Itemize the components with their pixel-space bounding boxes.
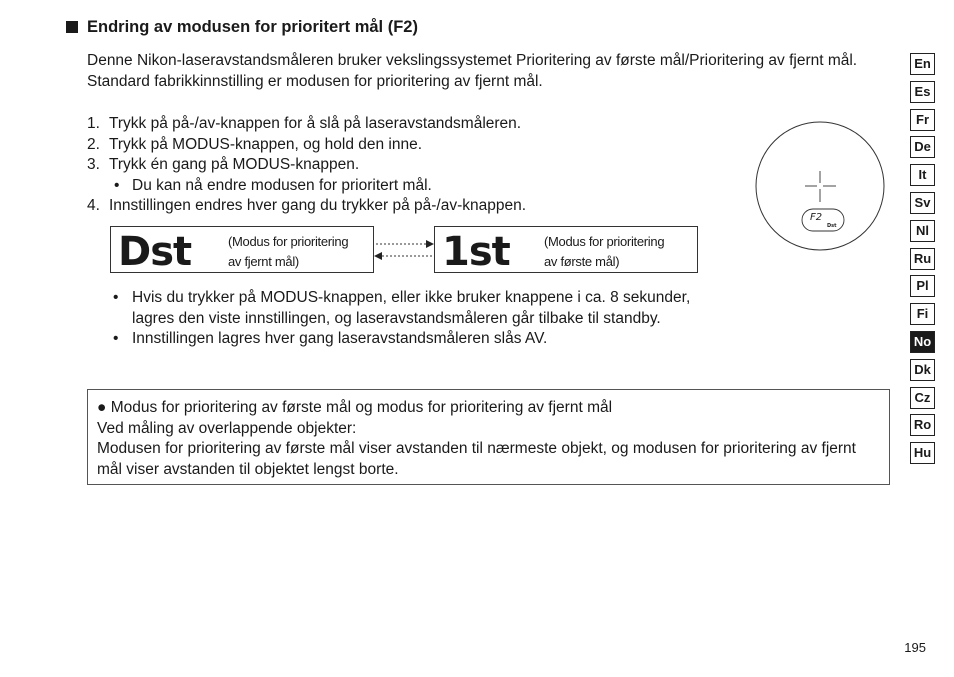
language-tab-hu: Hu — [910, 442, 935, 464]
language-tab-no: No — [910, 331, 935, 353]
step-text: Innstillingen endres hver gang du trykker på på-/av-knappen. — [109, 197, 527, 214]
caption-line-2: av fjernt mål) — [228, 254, 299, 269]
list-item — [113, 329, 723, 350]
page-number: 195 — [904, 640, 926, 655]
step-list — [87, 114, 607, 217]
info-note-box — [87, 389, 890, 485]
notes-list — [113, 288, 723, 350]
display-dst-code: Dst — [118, 229, 192, 275]
arrow-left-icon — [374, 252, 382, 260]
language-tab-cz: Cz — [910, 387, 935, 409]
list-item — [113, 288, 723, 329]
language-tab-fi: Fi — [910, 303, 935, 325]
language-tab-sv: Sv — [910, 192, 935, 214]
arrow-right-icon — [426, 240, 434, 248]
sub-bullet-text: Du kan nå endre modusen for prioritert mål. — [132, 176, 432, 194]
viewfinder-illustration — [752, 120, 888, 256]
note-box-title-text: Modus for prioritering av første mål og modus for prioritering av fjernt mål — [110, 399, 613, 416]
language-tab-nl: Nl — [910, 220, 935, 242]
language-tab-fr: Fr — [910, 109, 935, 131]
language-tab-ro: Ro — [910, 414, 935, 436]
circle-bullet-icon: ● — [97, 399, 107, 416]
step-item — [87, 135, 607, 156]
step-item — [87, 155, 607, 176]
language-tab-es: Es — [910, 81, 935, 103]
step-item — [87, 114, 607, 135]
language-tab-en: En — [910, 53, 935, 75]
language-tab-ru: Ru — [910, 248, 935, 270]
caption-line-2: av første mål) — [544, 254, 620, 269]
display-dst-caption — [228, 232, 348, 272]
display-1st — [434, 226, 698, 273]
step-text: Trykk én gang på MODUS-knappen. — [109, 156, 360, 173]
mode-indicator-text: F2 — [810, 212, 823, 223]
crosshair-icon — [805, 171, 836, 202]
step-item — [87, 196, 607, 217]
language-tab-de: De — [910, 136, 935, 158]
mode-indicator-sub: Dst — [827, 223, 837, 229]
bullet-icon: • — [114, 176, 120, 194]
display-1st-caption — [544, 232, 664, 272]
note-text: Innstillingen lagres hver gang laseravstandsmåleren slås AV. — [132, 330, 548, 347]
step-number: 1. — [87, 115, 100, 132]
step-sub-bullet — [87, 176, 607, 197]
note-box-line-1: Ved måling av overlappende objekter: — [97, 419, 357, 437]
note-text: Hvis du trykker på MODUS-knappen, eller ikke bruker knappene i ca. 8 sekunder, lagres den viste innstillingen, og laseravstandsmåleren går tilbake til standby. — [132, 289, 691, 327]
intro-paragraph-1: Denne Nikon-laseravstandsmåleren bruker vekslingssystemet Prioritering av første mål/Prioritering av fjernt mål. — [87, 52, 858, 69]
step-number: 2. — [87, 135, 100, 153]
step-text: Trykk på MODUS-knappen, og hold den inne. — [109, 135, 423, 153]
step-text: Trykk på på-/av-knappen for å slå på laseravstandsmåleren. — [109, 115, 522, 132]
bullet-icon: • — [113, 330, 119, 347]
language-tab-pl: Pl — [910, 275, 935, 297]
section-heading — [66, 18, 418, 37]
note-box-title — [97, 398, 880, 419]
step-number: 4. — [87, 197, 100, 214]
note-box-line-2: Modusen for prioritering av første mål viser avstanden til nærmeste objekt, og modusen for prioritering av fjernt mål viser avstanden til objektet lengst borte. — [97, 440, 856, 478]
intro-paragraph-2: Standard fabrikkinnstilling er modusen for prioritering av fjernt mål. — [87, 72, 543, 90]
step-number: 3. — [87, 156, 100, 173]
mode-indicator-frame — [802, 209, 844, 231]
language-tab-dk: Dk — [910, 359, 935, 381]
toggle-arrows — [374, 236, 434, 266]
display-1st-code: 1st — [442, 229, 510, 275]
intro-text — [87, 51, 877, 92]
caption-line-1: (Modus for prioritering — [544, 234, 665, 249]
display-dst — [110, 226, 374, 273]
heading-text: Endring av modusen for prioritert mål (F2) — [87, 18, 418, 36]
heading-square-icon — [66, 21, 78, 33]
bullet-icon: • — [113, 289, 119, 306]
language-tabs — [910, 53, 935, 470]
caption-line-1: (Modus for prioritering — [228, 234, 349, 249]
language-tab-it: It — [910, 164, 935, 186]
